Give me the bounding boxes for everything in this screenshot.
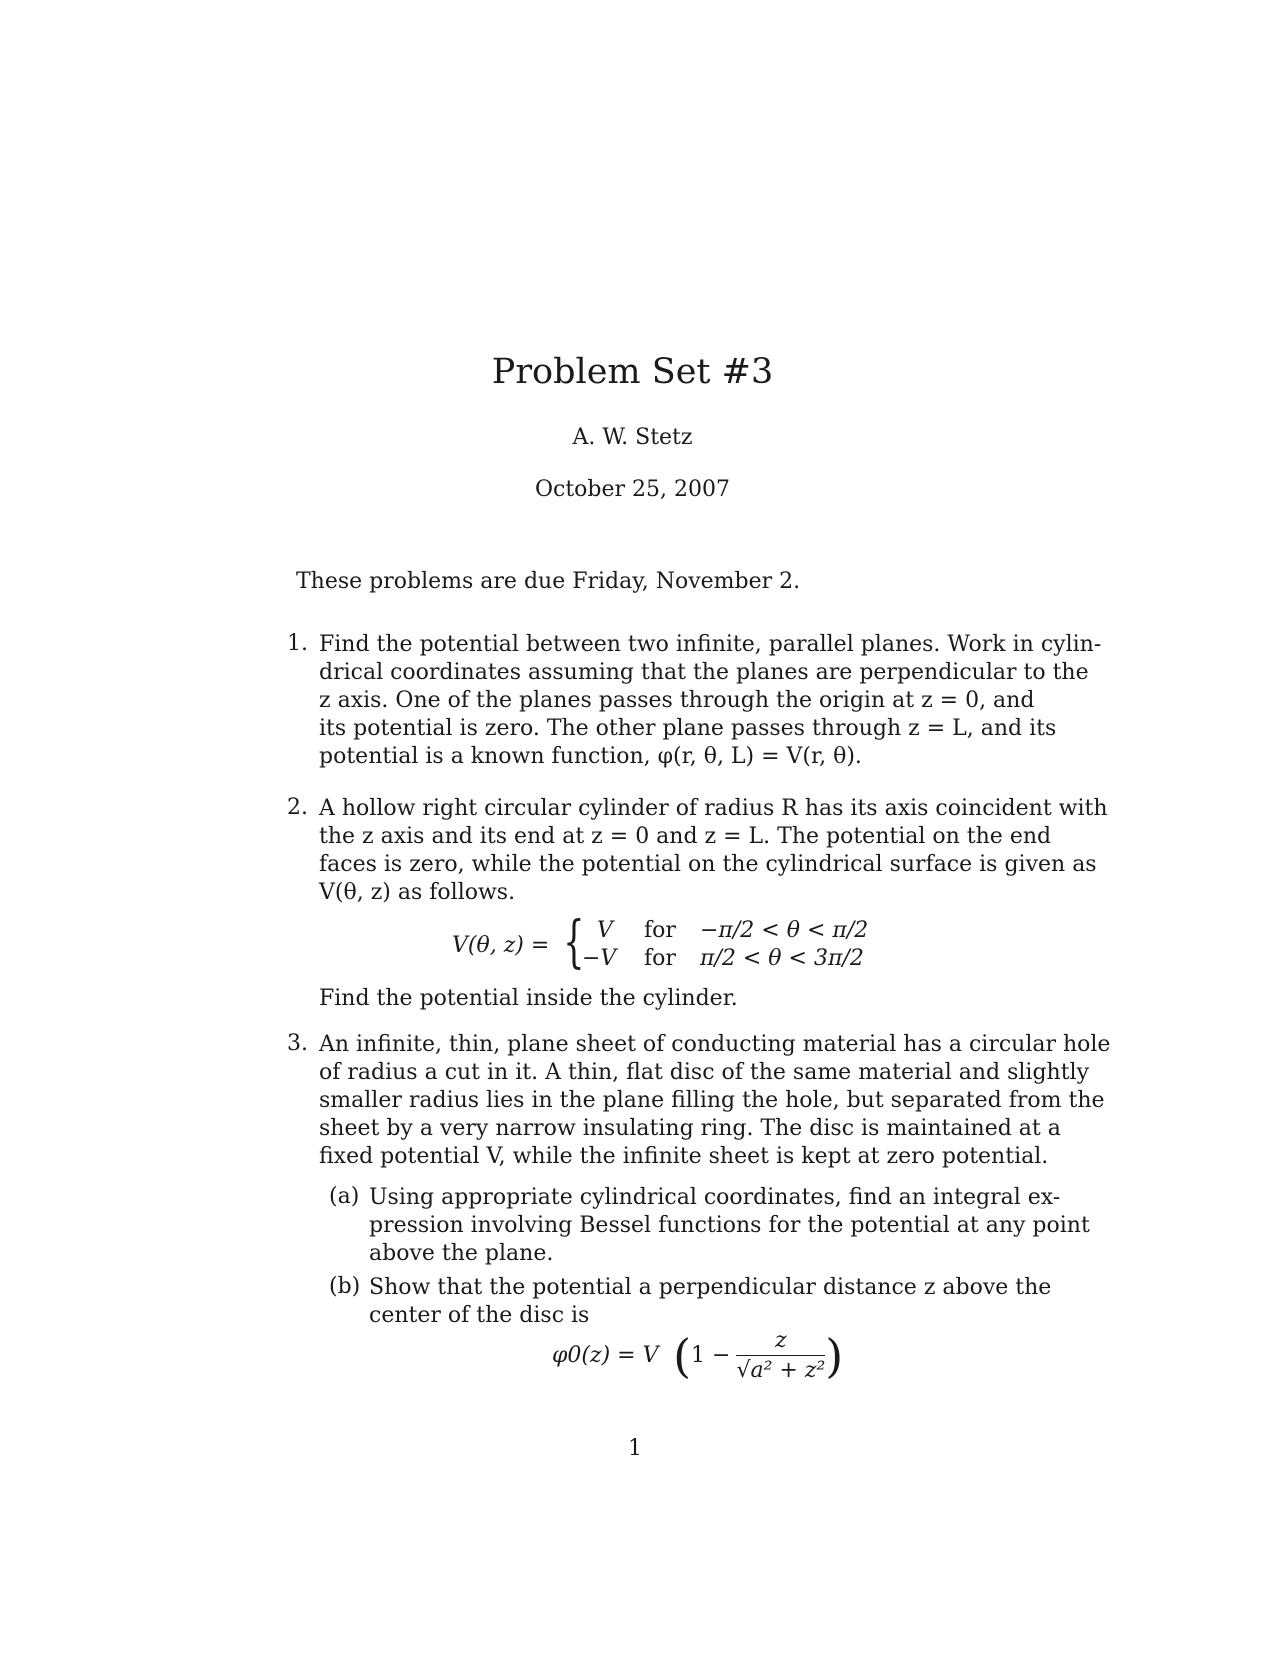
problem-1-line: z axis. One of the planes passes through the origin at z = 0, and	[319, 688, 1035, 713]
problem-3-line: An infinite, thin, plane sheet of conducting material has a circular hole	[319, 1032, 1111, 1057]
numerator: z	[736, 1328, 825, 1356]
part-a-line: above the plane.	[369, 1241, 554, 1266]
left-brace: {	[563, 910, 585, 975]
problem-2-number: 2.	[287, 795, 308, 820]
title: Problem Set #3	[491, 352, 774, 392]
problem-2-line: the z axis and its end at z = 0 and z = L. The potential on the end	[319, 824, 1052, 849]
page-number: 1	[628, 1436, 642, 1461]
left-paren: (	[658, 1328, 692, 1383]
problem-1-line: its potential is zero. The other plane passes through z = L, and its	[319, 716, 1057, 741]
problem-2-line: faces is zero, while the potential on the cylindrical surface is given as	[319, 852, 1097, 877]
problem-2-line: A hollow right circular cylinder of radius R has its axis coincident with	[319, 796, 1108, 821]
case-1-value: V	[597, 918, 613, 943]
problem-1-text	[319, 631, 1102, 771]
problem-3-line: smaller radius lies in the plane filling the hole, but separated from the	[319, 1088, 1105, 1113]
problem-1-number: 1.	[287, 631, 308, 656]
case-1-word: for	[644, 918, 676, 943]
right-paren: )	[825, 1328, 844, 1383]
part-a-line: pression involving Bessel functions for the potential at any point	[369, 1213, 1090, 1238]
problem-3-number: 3.	[287, 1031, 308, 1056]
problem-2-line: V(θ, z) as follows.	[319, 880, 516, 905]
case-2-condition: π/2 < θ < 3π/2	[700, 946, 864, 971]
problem-1-line: potential is a known function, φ(r, θ, L) = V(r, θ).	[319, 744, 862, 769]
problem-2-text	[319, 795, 1108, 907]
problem-3-line: fixed potential V, while the infinite sheet is kept at zero potential.	[319, 1144, 1049, 1169]
intro-text: These problems are due Friday, November 2.	[296, 569, 801, 594]
phi-one: 1 −	[691, 1343, 731, 1368]
problem-1-line: Find the potential between two infinite, parallel planes. Work in cylin-	[319, 632, 1102, 657]
phi-lhs: φ0(z) = V	[552, 1343, 659, 1368]
part-a-label: (a)	[329, 1184, 360, 1209]
part-a-line: Using appropriate cylindrical coordinates, find an integral ex-	[369, 1185, 1061, 1210]
denominator: √a² + z²	[736, 1358, 826, 1383]
problem-3-text	[319, 1031, 1111, 1171]
case-2-value: −V	[582, 946, 617, 971]
part-a-text	[369, 1184, 1090, 1268]
problem-1-line: drical coordinates assuming that the planes are perpendicular to the	[319, 660, 1089, 685]
problem-2-after: Find the potential inside the cylinder.	[319, 986, 738, 1011]
case-1-condition: −π/2 < θ < π/2	[700, 918, 869, 943]
case-2-word: for	[644, 946, 676, 971]
part-b-label: (b)	[329, 1274, 361, 1299]
author: A. W. Stetz	[572, 425, 693, 450]
problem-3-line: of radius a cut in it. A thin, flat disc of the same material and slightly	[319, 1060, 1090, 1085]
equation-lhs: V(θ, z) =	[452, 933, 550, 958]
date: October 25, 2007	[534, 477, 731, 502]
part-b-line: center of the disc is	[369, 1303, 590, 1328]
fraction	[736, 1328, 825, 1383]
phi-equation	[552, 1328, 843, 1383]
part-b-line: Show that the potential a perpendicular distance z above the	[369, 1275, 1052, 1300]
part-b-text	[369, 1274, 1052, 1330]
problem-3-line: sheet by a very narrow insulating ring. The disc is maintained at a	[319, 1116, 1061, 1141]
